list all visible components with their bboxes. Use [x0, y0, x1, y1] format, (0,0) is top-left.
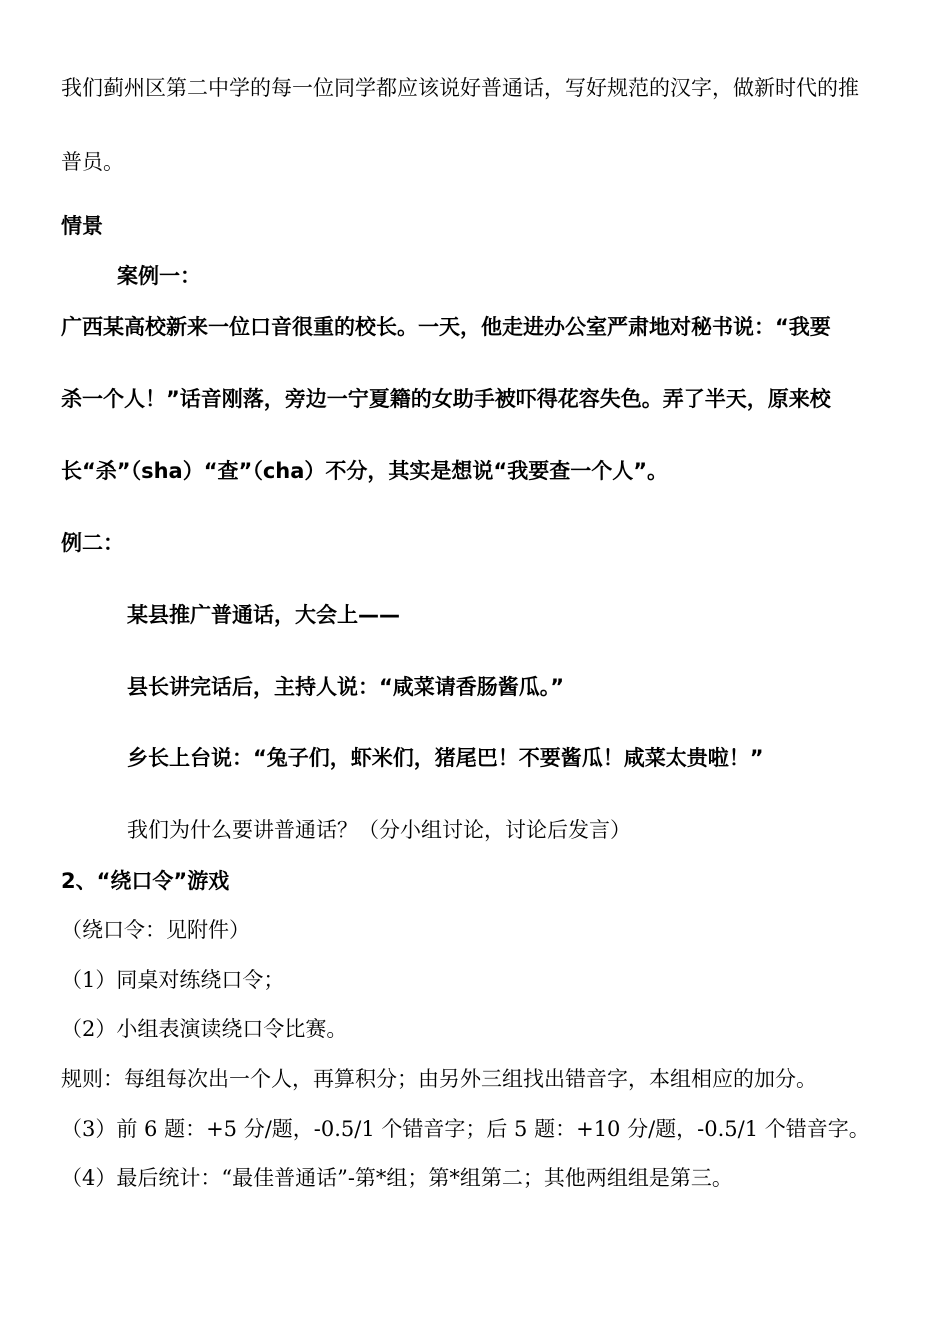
game-step-2: （2）小组表演读绕口令比赛。	[61, 1017, 348, 1041]
section-heading-scenario: 情景	[61, 214, 103, 238]
case1-label: 案例一：	[117, 264, 201, 288]
case2-line-3: 乡长上台说：“兔子们，虾米们，猪尾巴！不要酱瓜！咸菜太贵啦！”	[127, 746, 764, 770]
case1-line-1: 广西某高校新来一位口音很重的校长。一天，他走进办公室严肃地对秘书说：“我要	[61, 315, 831, 339]
game-rule: 规则：每组每次出一个人，再算积分；由另外三组找出错音字，本组相应的加分。	[61, 1067, 817, 1091]
game-step-4: （4）最后统计：“最佳普通话”-第*组；第*组第二；其他两组组是第三。	[61, 1166, 733, 1190]
game-note: （绕口令：见附件）	[61, 918, 250, 942]
intro-line-1: 我们蓟州区第二中学的每一位同学都应该说好普通话，写好规范的汉字，做新时代的推	[61, 76, 859, 100]
case1-line-2: 杀一个人！”话音刚落，旁边一宁夏籍的女助手被吓得花容失色。弄了半天，原来校	[61, 387, 831, 411]
section-heading-game: 2、“绕口令”游戏	[61, 869, 230, 893]
case2-line-2: 县长讲完话后，主持人说：“咸菜请香肠酱瓜。”	[127, 675, 565, 699]
game-step-1: （1）同桌对练绕口令；	[61, 968, 285, 992]
intro-line-2: 普员。	[61, 150, 124, 174]
case1-line-3: 长“杀”（sha）“查”（cha）不分，其实是想说“我要查一个人”。	[61, 459, 668, 483]
game-step-3: （3）前 6 题：+5 分/题，-0.5/1 个错音字；后 5 题：+10 分/题，-0.5/1 个错音字。	[61, 1117, 870, 1141]
case2-line-1: 某县推广普通话，大会上——	[127, 603, 400, 627]
discussion-question: 我们为什么要讲普通话？（分小组讨论，讨论后发言）	[127, 818, 631, 842]
case2-label: 例二：	[61, 531, 124, 555]
